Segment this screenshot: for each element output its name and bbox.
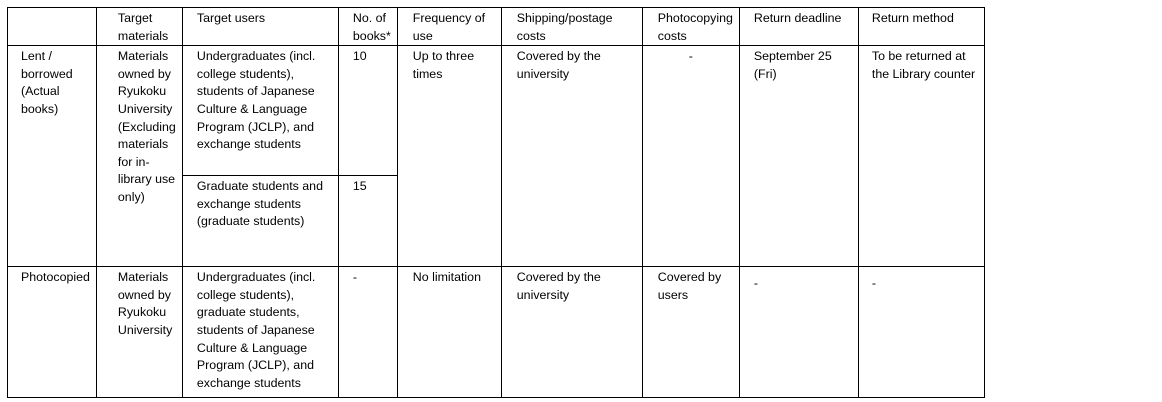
cell-materials-lent: Materials owned by Ryukoku University (Excluding materials for in-library use only) (96, 46, 182, 267)
cell-photocopying-lent: - (642, 46, 739, 267)
cell-users-graduate: Graduate students and exchange students (graduate students) (182, 176, 338, 267)
table-header-row (8, 8, 985, 46)
cell-books-photocopied: - (338, 267, 397, 398)
cell-shipping-photocopied: Covered by the university (501, 267, 642, 398)
header-no-of-books: No. of books* (338, 8, 397, 46)
cell-frequency-lent: Up to three times (397, 46, 501, 267)
header-shipping-costs: Shipping/postage costs (501, 8, 642, 46)
header-photocopying-costs: Photocopying costs (642, 8, 739, 46)
cell-return-method-photocopied: - (858, 267, 984, 398)
cell-category-photocopied: Photocopied (8, 267, 97, 398)
cell-deadline-photocopied: - (739, 267, 858, 398)
cell-return-method-lent: To be returned at the Library counter (858, 46, 984, 267)
cell-books-graduate: 15 (338, 176, 397, 267)
cell-frequency-photocopied: No limitation (397, 267, 501, 398)
header-return-method: Return method (858, 8, 984, 46)
header-return-deadline: Return deadline (739, 8, 858, 46)
service-comparison-table (7, 7, 985, 398)
cell-deadline-lent: September 25 (Fri) (739, 46, 858, 267)
header-cell-blank (8, 8, 97, 46)
cell-category-lent: Lent / borrowed (Actual books) (8, 46, 97, 267)
header-target-materials: Target materials (96, 8, 182, 46)
header-target-users: Target users (182, 8, 338, 46)
table-row-photocopied (8, 267, 985, 398)
cell-shipping-lent: Covered by the university (501, 46, 642, 267)
table-row-lent-undergrad (8, 46, 985, 176)
cell-users-photocopied: Undergraduates (incl. college students), graduate students, students of Japanese Culture & Language Program (JCLP), and exchange students (182, 267, 338, 398)
cell-materials-photocopied: Materials owned by Ryukoku University (96, 267, 182, 398)
header-frequency-of-use: Frequency of use (397, 8, 501, 46)
cell-users-undergrad: Undergraduates (incl. college students), students of Japanese Culture & Language Program (JCLP), and exchange students (182, 46, 338, 176)
cell-photocopying-photocopied: Covered by users (642, 267, 739, 398)
cell-books-undergrad: 10 (338, 46, 397, 176)
